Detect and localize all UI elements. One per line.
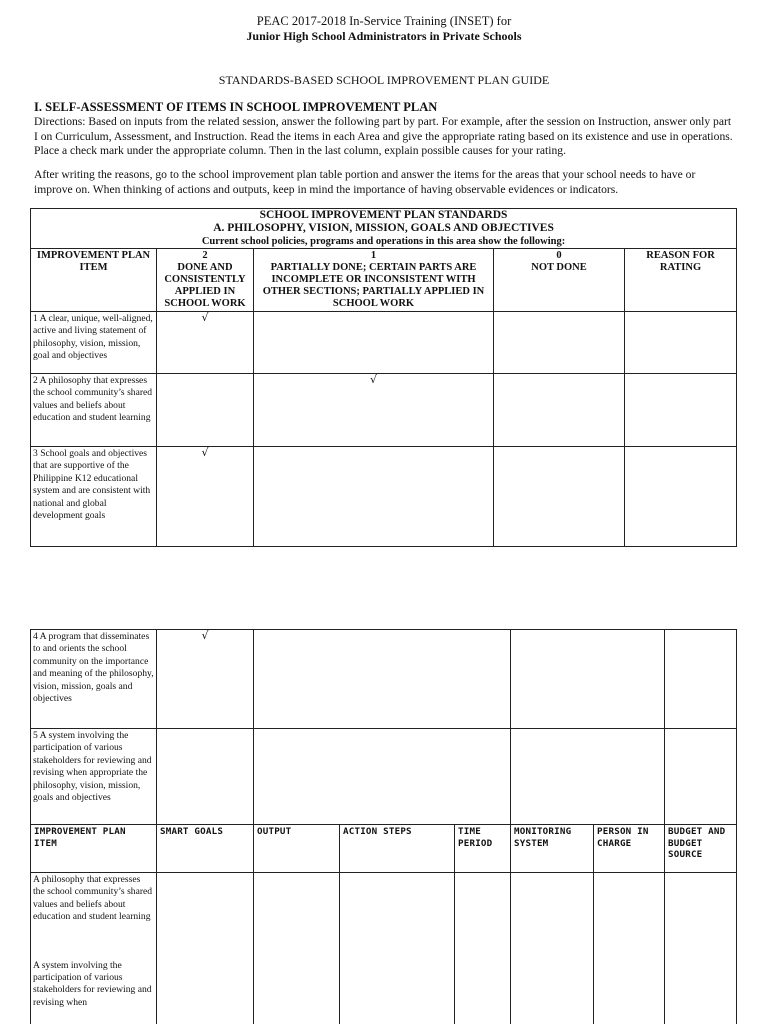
guide-title: STANDARDS-BASED SCHOOL IMPROVEMENT PLAN GUIDE (218, 73, 550, 87)
table-row (31, 312, 737, 374)
item-cell: 5 A system involving the participation of various stakeholders for reviewing and revising when appropriate the philosophy, vision, mission, goals and objectives (31, 729, 157, 825)
plan-item-text: A philosophy that expresses the school community’s shared values and beliefs about education and student learning (33, 874, 153, 923)
item-cell: 2 A philosophy that expresses the school community’s shared values and beliefs about education and student learning (31, 374, 157, 447)
standards-heading: SCHOOL IMPROVEMENT PLAN STANDARDS (31, 209, 737, 223)
area-heading: A. PHILOSOPHY, VISION, MISSION, GOALS AND OBJECTIVES (31, 222, 737, 235)
table-row (31, 729, 737, 825)
check-mark-icon: √ (201, 629, 209, 642)
reason-cell[interactable] (625, 447, 737, 547)
action-steps-cell[interactable] (340, 873, 455, 1024)
item-cell: 4 A program that disseminates to and orients the school community on the importance and meaning of the philosophy, vision, mission, goals and objectives (31, 630, 157, 729)
time-period-cell[interactable] (455, 873, 511, 1024)
section-title: I. SELF-ASSESSMENT OF ITEMS IN SCHOOL IMPROVEMENT PLAN (34, 100, 438, 114)
monitoring-system-cell[interactable] (511, 873, 594, 1024)
plan-header-time-period: TIME PERIOD (455, 825, 511, 873)
self-assessment-table-continued (30, 629, 737, 1024)
rating-cell-2[interactable] (157, 630, 254, 729)
plan-header-monitoring-system: MONITORING SYSTEM (511, 825, 594, 873)
document-header (0, 14, 768, 44)
plan-header-item: IMPROVEMENT PLAN ITEM (31, 825, 157, 873)
check-mark-icon: √ (201, 311, 209, 324)
reason-cell[interactable] (665, 729, 737, 825)
plan-item-cell (31, 873, 157, 1024)
area-subheading: Current school policies, programs and operations in this area show the following: (31, 235, 737, 249)
reason-cell[interactable] (625, 374, 737, 447)
col-header-done: 2 DONE AND CONSISTENTLY APPLIED IN SCHOOL WORK (157, 249, 254, 312)
check-mark-icon: √ (201, 446, 209, 459)
rating-cell-2[interactable] (157, 447, 254, 547)
rating-cell-0[interactable] (494, 374, 625, 447)
reason-cell[interactable] (665, 630, 737, 729)
budget-cell[interactable] (665, 873, 737, 1024)
col-header-partial: 1 PARTIALLY DONE; CERTAIN PARTS ARE INCOMPLETE OR INCONSISTENT WITH OTHER SECTIONS; PARTIALLY APPLIED IN SCHOOL WORK (254, 249, 494, 312)
rating-cell-1[interactable] (254, 729, 511, 825)
rating-cell-0[interactable] (511, 630, 665, 729)
plan-item-text: A system involving the participation of various stakeholders for reviewing and revising when (33, 959, 152, 1008)
plan-header-row (31, 825, 737, 873)
rating-cell-2[interactable] (157, 729, 254, 825)
item-cell: 1 A clear, unique, well-aligned, active and living statement of philosophy, vision, mission, goal and objectives (31, 312, 157, 374)
plan-header-smart-goals: SMART GOALS (157, 825, 254, 873)
check-mark-icon: √ (369, 373, 377, 386)
rating-cell-0[interactable] (494, 447, 625, 547)
col-header-reason: REASON FOR RATING (625, 249, 737, 312)
rating-cell-1[interactable] (254, 630, 511, 729)
plan-row (31, 873, 737, 1024)
header-line-1: PEAC 2017-2018 In-Service Training (INSET) for (256, 14, 512, 28)
col-header-not-done: 0 NOT DONE (494, 249, 625, 312)
rating-cell-0[interactable] (511, 729, 665, 825)
item-cell: 3 School goals and objectives that are supportive of the Philippine K12 educational system and are consistent with national and global development goals (31, 447, 157, 547)
rating-cell-2[interactable] (157, 312, 254, 374)
rating-header-row (31, 249, 737, 312)
output-cell[interactable] (254, 873, 340, 1024)
reason-cell[interactable] (625, 312, 737, 374)
directions-paragraph: Directions: Based on inputs from the related session, answer the following part by part. For example, after the session on Instruction, answer only part I on Curriculum, Assessment, and Instruction. Read the items in each Area and give the appropriate rating based on its existence and use in operations. Place a check mark under the appropriate column. Then in the last column, explain possible causes for your rating. (34, 115, 733, 157)
rating-cell-2[interactable] (157, 374, 254, 447)
smart-goals-cell[interactable] (157, 873, 254, 1024)
table-row (31, 374, 737, 447)
table-row (31, 447, 737, 547)
rating-cell-1[interactable] (254, 447, 494, 547)
self-assessment-table (30, 208, 737, 547)
plan-header-action-steps: ACTION STEPS (340, 825, 455, 873)
person-in-charge-cell[interactable] (594, 873, 665, 1024)
table-row (31, 630, 737, 729)
rating-cell-1[interactable] (254, 312, 494, 374)
header-line-2: Junior High School Administrators in Private Schools (246, 29, 522, 43)
plan-header-budget: BUDGET AND BUDGET SOURCE (665, 825, 737, 873)
directions-paragraph-2: After writing the reasons, go to the school improvement plan table portion and answer the items for the areas that your school needs to have or improve on. When thinking of actions and outputs, keep in mind the importance of having observable evidences or indicators. (34, 168, 696, 196)
plan-header-person-in-charge: PERSON IN CHARGE (594, 825, 665, 873)
col-header-item: IMPROVEMENT PLAN ITEM (31, 249, 157, 312)
rating-cell-1[interactable] (254, 374, 494, 447)
rating-cell-0[interactable] (494, 312, 625, 374)
plan-header-output: OUTPUT (254, 825, 340, 873)
